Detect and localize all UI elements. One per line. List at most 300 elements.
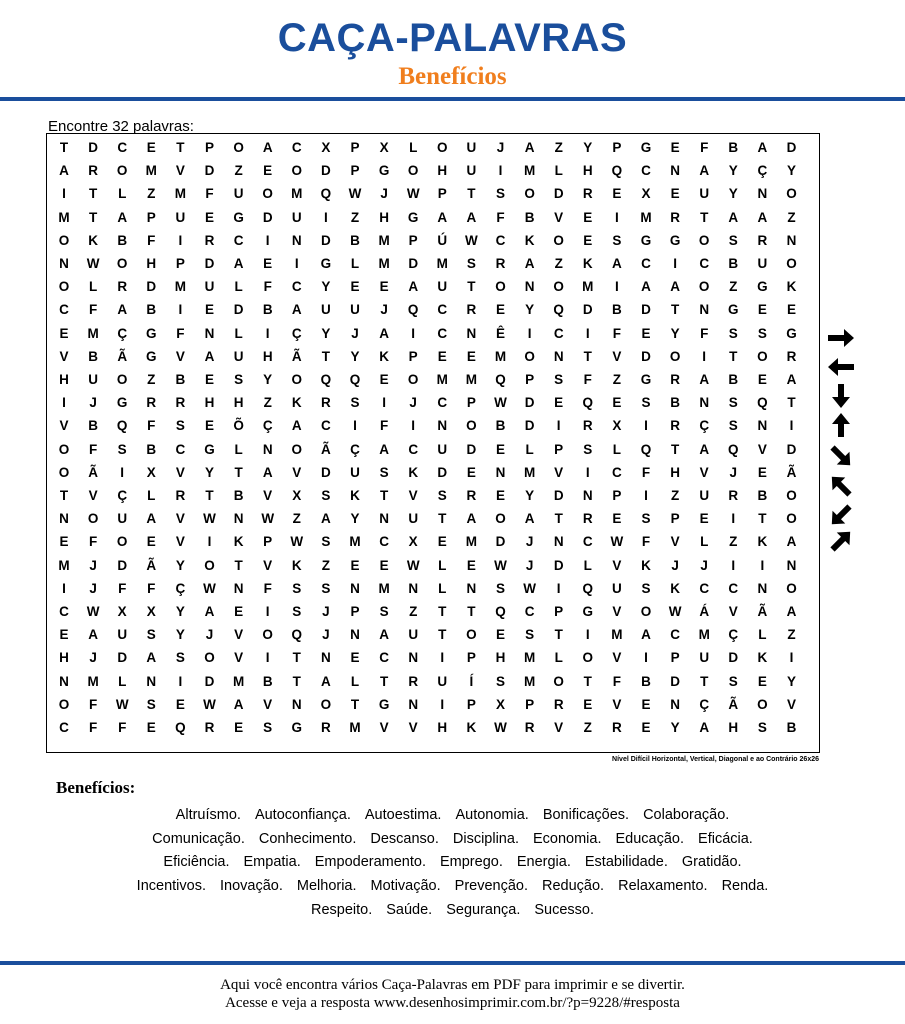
- grid-letter: R: [321, 395, 331, 411]
- grid-letter: A: [641, 279, 651, 295]
- grid-letter: B: [728, 256, 739, 271]
- grid-letter: W: [203, 580, 216, 596]
- grid-letter: E: [670, 140, 680, 155]
- grid-letter: D: [786, 140, 797, 155]
- grid-letter: N: [437, 418, 448, 434]
- grid-letter: M: [611, 627, 623, 643]
- grid-letter: Z: [787, 627, 796, 643]
- grid-letter: W: [406, 186, 420, 202]
- grid-letter: Z: [350, 209, 360, 225]
- footer-line-1: Aqui você encontra vários Caça-Palavras em PDF para imprimir e se divertir.: [220, 977, 685, 993]
- word-list-item: Respeito.: [310, 902, 373, 918]
- grid-letter: H: [728, 720, 739, 735]
- word-list-item: Empatia.: [243, 854, 301, 870]
- grid-letter: C: [699, 256, 710, 271]
- grid-letter: E: [350, 557, 360, 573]
- grid-letter: H: [59, 372, 69, 387]
- grid-letter: G: [378, 163, 390, 179]
- grid-letter: H: [437, 163, 448, 179]
- grid-letter: N: [670, 696, 680, 712]
- grid-letter: E: [59, 325, 69, 341]
- grid-letter: X: [117, 604, 127, 619]
- grid-letter: S: [728, 673, 738, 689]
- grid-letter: R: [175, 395, 186, 411]
- grid-letter: D: [582, 302, 593, 318]
- grid-letter: K: [291, 395, 302, 411]
- grid-letter: E: [437, 534, 447, 550]
- grid-letter: E: [379, 372, 389, 387]
- grid-letter: K: [757, 534, 768, 550]
- grid-letter: I: [585, 627, 590, 643]
- grid-letter: Ç: [728, 627, 739, 643]
- grid-letter: S: [321, 580, 331, 596]
- grid-letter: R: [553, 696, 564, 712]
- grid-letter: K: [408, 464, 419, 480]
- grid-letter: S: [437, 488, 447, 503]
- grid-letter: U: [350, 302, 360, 318]
- grid-letter: N: [553, 348, 564, 364]
- grid-letter: Ç: [699, 696, 710, 712]
- word-list-line: [0, 877, 905, 895]
- grid-letter: H: [437, 720, 448, 735]
- grid-letter: O: [262, 186, 273, 202]
- grid-letter: Y: [728, 163, 738, 179]
- grid-letter: T: [787, 395, 796, 411]
- grid-letter: M: [58, 209, 70, 225]
- grid-letter: U: [699, 488, 710, 503]
- grid-letter: F: [147, 232, 156, 248]
- grid-letter: P: [670, 511, 680, 527]
- grid-letter: D: [786, 441, 797, 457]
- grid-letter: V: [175, 464, 185, 480]
- grid-letter: Ú: [437, 232, 448, 248]
- word-list-item: Autoestima.: [364, 807, 442, 823]
- grid-letter: Y: [321, 325, 331, 341]
- grid-letter: O: [116, 163, 128, 179]
- grid-letter: C: [59, 720, 69, 735]
- grid-letter: P: [466, 696, 476, 712]
- grid-letter: G: [728, 302, 739, 318]
- grid-letter: O: [87, 511, 99, 527]
- grid-letter: A: [204, 348, 215, 364]
- grid-letter: G: [146, 325, 157, 341]
- grid-letter: P: [525, 696, 535, 712]
- grid-letter: M: [698, 627, 710, 643]
- grid-letter: V: [554, 720, 564, 735]
- grid-letter: F: [612, 325, 622, 341]
- grid-letter: L: [118, 186, 127, 202]
- grid-letter: Q: [495, 372, 506, 387]
- grid-letter: A: [699, 372, 710, 387]
- grid-letter: E: [495, 302, 505, 318]
- grid-letter: U: [291, 209, 302, 225]
- grid-letter: B: [146, 441, 157, 457]
- grid-letter: O: [786, 488, 797, 503]
- grid-letter: C: [321, 418, 331, 434]
- grid-letter: C: [437, 302, 448, 318]
- grid-letter: A: [757, 140, 768, 155]
- grid-letter: O: [233, 140, 244, 155]
- grid-letter: O: [116, 534, 128, 550]
- grid-letter: I: [353, 418, 357, 434]
- grid-letter: O: [466, 627, 477, 643]
- grid-letter: N: [350, 580, 360, 596]
- grid-letter: H: [582, 163, 593, 179]
- grid-letter: T: [292, 673, 301, 689]
- grid-letter: R: [612, 720, 622, 735]
- grid-letter: F: [118, 720, 127, 735]
- grid-letter: I: [265, 325, 270, 341]
- grid-letter: Í: [469, 673, 474, 689]
- grid-letter: D: [466, 441, 477, 457]
- grid-letter: R: [582, 511, 593, 527]
- grid-letter: T: [670, 302, 680, 318]
- grid-letter: Ç: [757, 163, 768, 179]
- grid-letter: S: [583, 441, 593, 457]
- grid-letter: N: [466, 580, 477, 596]
- grid-letter: X: [641, 186, 651, 202]
- grid-letter: D: [728, 650, 739, 666]
- grid-letter: T: [59, 488, 69, 503]
- grid-letter: X: [495, 696, 505, 712]
- grid-row: [47, 275, 821, 298]
- grid-letter: S: [728, 325, 738, 341]
- grid-letter: U: [612, 580, 622, 596]
- grid-letter: W: [406, 557, 420, 573]
- word-list-item: Inovação.: [220, 878, 283, 894]
- grid-letter: F: [88, 534, 98, 550]
- grid-letter: O: [786, 580, 797, 596]
- grid-letter: T: [438, 627, 447, 643]
- grid-letter: J: [89, 580, 97, 596]
- grid-letter: A: [699, 720, 710, 735]
- grid-letter: G: [640, 372, 652, 387]
- grid-letter: E: [379, 279, 389, 295]
- grid-letter: U: [233, 186, 244, 202]
- grid-letter: B: [233, 488, 244, 503]
- grid-letter: W: [86, 256, 100, 271]
- grid-letter: L: [583, 557, 592, 573]
- grid-letter: H: [233, 395, 244, 411]
- grid-letter: E: [146, 534, 156, 550]
- grid-letter: D: [670, 673, 680, 689]
- grid-letter: M: [378, 256, 390, 271]
- grid-letter: A: [728, 209, 739, 225]
- grid-letter: E: [670, 186, 680, 202]
- word-list-item: Eficácia.: [698, 831, 753, 847]
- grid-letter: A: [670, 279, 680, 295]
- grid-letter: O: [524, 186, 535, 202]
- grid-letter: Y: [175, 627, 185, 643]
- grid-letter: N: [291, 232, 302, 248]
- grid-letter: J: [525, 534, 534, 550]
- grid-letter: N: [524, 279, 535, 295]
- grid-letter: Q: [116, 418, 128, 434]
- grid-letter: M: [436, 256, 448, 271]
- grid-letter: E: [146, 720, 156, 735]
- word-list-item: Emprego.: [439, 854, 503, 870]
- grid-letter: E: [641, 696, 651, 712]
- grid-letter: S: [350, 395, 360, 411]
- grid-letter: M: [582, 279, 594, 295]
- grid-letter: E: [495, 488, 505, 503]
- grid-letter: G: [233, 209, 244, 225]
- grid-letter: C: [641, 163, 651, 179]
- grid-letter: A: [786, 604, 797, 619]
- grid-letter: U: [321, 302, 331, 318]
- grid-letter: K: [582, 256, 593, 271]
- grid-letter: Ê: [495, 325, 505, 341]
- grid-letter: T: [234, 557, 243, 573]
- grid-letter: W: [494, 720, 507, 735]
- header-divider: [0, 97, 905, 101]
- grid-letter: C: [553, 325, 564, 341]
- grid-letter: C: [379, 650, 389, 666]
- grid-letter: G: [407, 209, 419, 225]
- arrow-left-icon: [826, 354, 856, 380]
- grid-letter: S: [146, 696, 156, 712]
- grid-letter: G: [786, 325, 797, 341]
- grid-letter: D: [437, 464, 448, 480]
- grid-letter: C: [175, 441, 186, 457]
- grid-letter: Y: [728, 186, 738, 202]
- grid-letter: X: [408, 534, 418, 550]
- grid-letter: M: [378, 580, 390, 596]
- grid-row: [47, 600, 821, 623]
- grid-letter: S: [495, 673, 505, 689]
- grid-letter: O: [407, 163, 419, 179]
- grid-letter: T: [700, 673, 709, 689]
- grid-letter: W: [261, 511, 275, 527]
- grid-letter: O: [582, 650, 594, 666]
- word-list-item: Autoconfiança.: [254, 807, 351, 823]
- grid-letter: L: [234, 441, 243, 457]
- grid-letter: Ã: [321, 441, 331, 457]
- grid-letter: M: [640, 209, 652, 225]
- grid-letter: O: [466, 418, 477, 434]
- grid-letter: N: [699, 395, 710, 411]
- grid-letter: V: [612, 650, 622, 666]
- grid-letter: H: [204, 395, 215, 411]
- grid-letter: U: [757, 256, 768, 271]
- grid-letter: V: [670, 534, 680, 550]
- grid-letter: Ç: [262, 418, 273, 434]
- grid-letter: E: [554, 395, 564, 411]
- grid-letter: H: [379, 209, 389, 225]
- grid-letter: S: [612, 232, 622, 248]
- grid-letter: T: [467, 279, 476, 295]
- grid-letter: I: [178, 673, 183, 689]
- grid-letter: S: [117, 441, 127, 457]
- grid-letter: A: [699, 441, 710, 457]
- grid-letter: I: [178, 232, 183, 248]
- grid-letter: T: [59, 140, 69, 155]
- grid-letter: P: [466, 650, 476, 666]
- grid-letter: E: [204, 372, 214, 387]
- grid-letter: S: [728, 395, 738, 411]
- grid-letter: E: [263, 256, 273, 271]
- grid-letter: E: [612, 186, 622, 202]
- grid-letter: I: [644, 488, 648, 503]
- grid-letter: O: [786, 186, 797, 202]
- grid-letter: Q: [495, 604, 506, 619]
- grid-letter: V: [59, 348, 69, 364]
- word-list-item: Redução.: [542, 878, 605, 894]
- grid-letter: K: [350, 488, 360, 503]
- grid-letter: N: [757, 418, 768, 434]
- grid-letter: C: [437, 325, 448, 341]
- grid-letter: I: [120, 464, 125, 480]
- grid-letter: I: [556, 580, 561, 596]
- grid-letter: F: [379, 418, 389, 434]
- grid-letter: A: [291, 418, 302, 434]
- grid-letter: R: [175, 488, 186, 503]
- grid-letter: Z: [263, 395, 272, 411]
- grid-letter: F: [88, 302, 98, 318]
- grid-letter: Z: [729, 279, 738, 295]
- grid-letter: Y: [350, 348, 360, 364]
- grid-letter: N: [408, 580, 419, 596]
- grid-letter: Z: [292, 511, 301, 527]
- grid-letter: S: [379, 604, 389, 619]
- grid-letter: W: [290, 534, 304, 550]
- grid-letter: D: [204, 256, 215, 271]
- grid-letter: E: [234, 720, 244, 735]
- grid-letter: U: [408, 511, 419, 527]
- grid-letter: C: [641, 256, 651, 271]
- grid-letter: A: [466, 511, 477, 527]
- grid-letter: V: [175, 534, 185, 550]
- grid-letter: E: [466, 557, 476, 573]
- grid-row: [47, 554, 821, 577]
- grid-letter: I: [178, 302, 183, 318]
- grid-letter: H: [262, 348, 273, 364]
- grid-letter: A: [204, 604, 215, 619]
- grid-letter: E: [612, 395, 622, 411]
- grid-letter: Y: [175, 604, 185, 619]
- arrow-right-icon: [826, 325, 856, 351]
- arrow-up-icon: [826, 412, 856, 438]
- grid-letter: E: [757, 673, 767, 689]
- grid-letter: E: [437, 348, 447, 364]
- grid-letter: T: [321, 348, 331, 364]
- grid-letter: S: [175, 418, 185, 434]
- grid-letter: B: [350, 232, 360, 248]
- grid-letter: I: [324, 209, 328, 225]
- grid-letter: C: [379, 534, 389, 550]
- grid-letter: A: [262, 140, 273, 155]
- word-list-line: [0, 853, 905, 871]
- grid-letter: D: [524, 418, 535, 434]
- grid-letter: K: [757, 650, 768, 666]
- grid-letter: H: [59, 650, 69, 666]
- grid-letter: A: [524, 140, 535, 155]
- grid-letter: A: [379, 627, 389, 643]
- arrow-down-right-icon: [826, 443, 856, 469]
- grid-letter: M: [87, 673, 99, 689]
- grid-row: [47, 159, 821, 182]
- grid-letter: O: [553, 232, 564, 248]
- grid-letter: F: [263, 279, 272, 295]
- arrow-down-left-icon: [826, 502, 856, 528]
- grid-letter: G: [640, 232, 652, 248]
- grid-letter: U: [117, 511, 128, 527]
- grid-letter: E: [786, 302, 796, 318]
- grid-letter: E: [350, 279, 360, 295]
- grid-letter: Y: [525, 302, 535, 318]
- grid-letter: S: [641, 580, 651, 596]
- grid-letter: Ã: [146, 557, 157, 573]
- grid-letter: K: [291, 557, 302, 573]
- grid-letter: R: [582, 418, 593, 434]
- grid-letter: S: [321, 534, 331, 550]
- grid-letter: N: [670, 163, 680, 179]
- grid-letter: B: [524, 209, 535, 225]
- grid-letter: V: [554, 464, 564, 480]
- grid-letter: T: [583, 673, 592, 689]
- grid-row: [47, 298, 821, 321]
- grid-letter: C: [117, 140, 128, 155]
- grid-letter: E: [175, 696, 185, 712]
- grid-letter: D: [117, 650, 128, 666]
- grid-letter: J: [409, 395, 417, 411]
- grid-letter: A: [117, 209, 128, 225]
- grid-letter: O: [495, 511, 506, 527]
- grid-letter: U: [437, 673, 448, 689]
- grid-row: [47, 530, 821, 553]
- instruction-text: Encontre 32 palavras:: [48, 118, 194, 135]
- grid-letter: I: [760, 557, 765, 573]
- grid-letter: T: [379, 673, 389, 689]
- word-list-item: Descanso.: [370, 831, 439, 847]
- grid-letter: U: [175, 209, 186, 225]
- grid-letter: S: [263, 720, 273, 735]
- grid-letter: R: [524, 720, 535, 735]
- grid-letter: L: [700, 534, 709, 550]
- grid-letter: I: [498, 163, 503, 179]
- grid-letter: W: [115, 696, 129, 712]
- grid-letter: D: [146, 279, 157, 295]
- grid-letter: J: [525, 557, 534, 573]
- grid-letter: A: [408, 279, 419, 295]
- grid-letter: G: [640, 140, 652, 155]
- grid-letter: F: [700, 140, 709, 155]
- grid-letter: I: [207, 534, 212, 550]
- grid-letter: A: [88, 627, 98, 643]
- grid-letter: L: [147, 488, 156, 503]
- grid-letter: I: [644, 418, 648, 434]
- grid-letter: N: [379, 511, 389, 527]
- grid-letter: L: [438, 557, 447, 573]
- grid-letter: D: [88, 140, 98, 155]
- grid-letter: A: [379, 325, 389, 341]
- word-list-item: Colaboração.: [643, 807, 730, 823]
- grid-letter: X: [612, 418, 622, 434]
- grid-row: [47, 136, 821, 159]
- grid-letter: S: [292, 580, 302, 596]
- grid-letter: G: [582, 604, 594, 619]
- grid-letter: A: [524, 511, 535, 527]
- grid-letter: Ç: [175, 580, 186, 596]
- grid-letter: M: [523, 673, 536, 689]
- grid-row: [47, 646, 821, 669]
- grid-letter: D: [233, 302, 244, 318]
- grid-letter: V: [59, 418, 69, 434]
- grid-letter: Q: [611, 163, 623, 179]
- grid-letter: P: [204, 140, 214, 155]
- grid-letter: M: [378, 232, 390, 248]
- grid-letter: Y: [321, 279, 331, 295]
